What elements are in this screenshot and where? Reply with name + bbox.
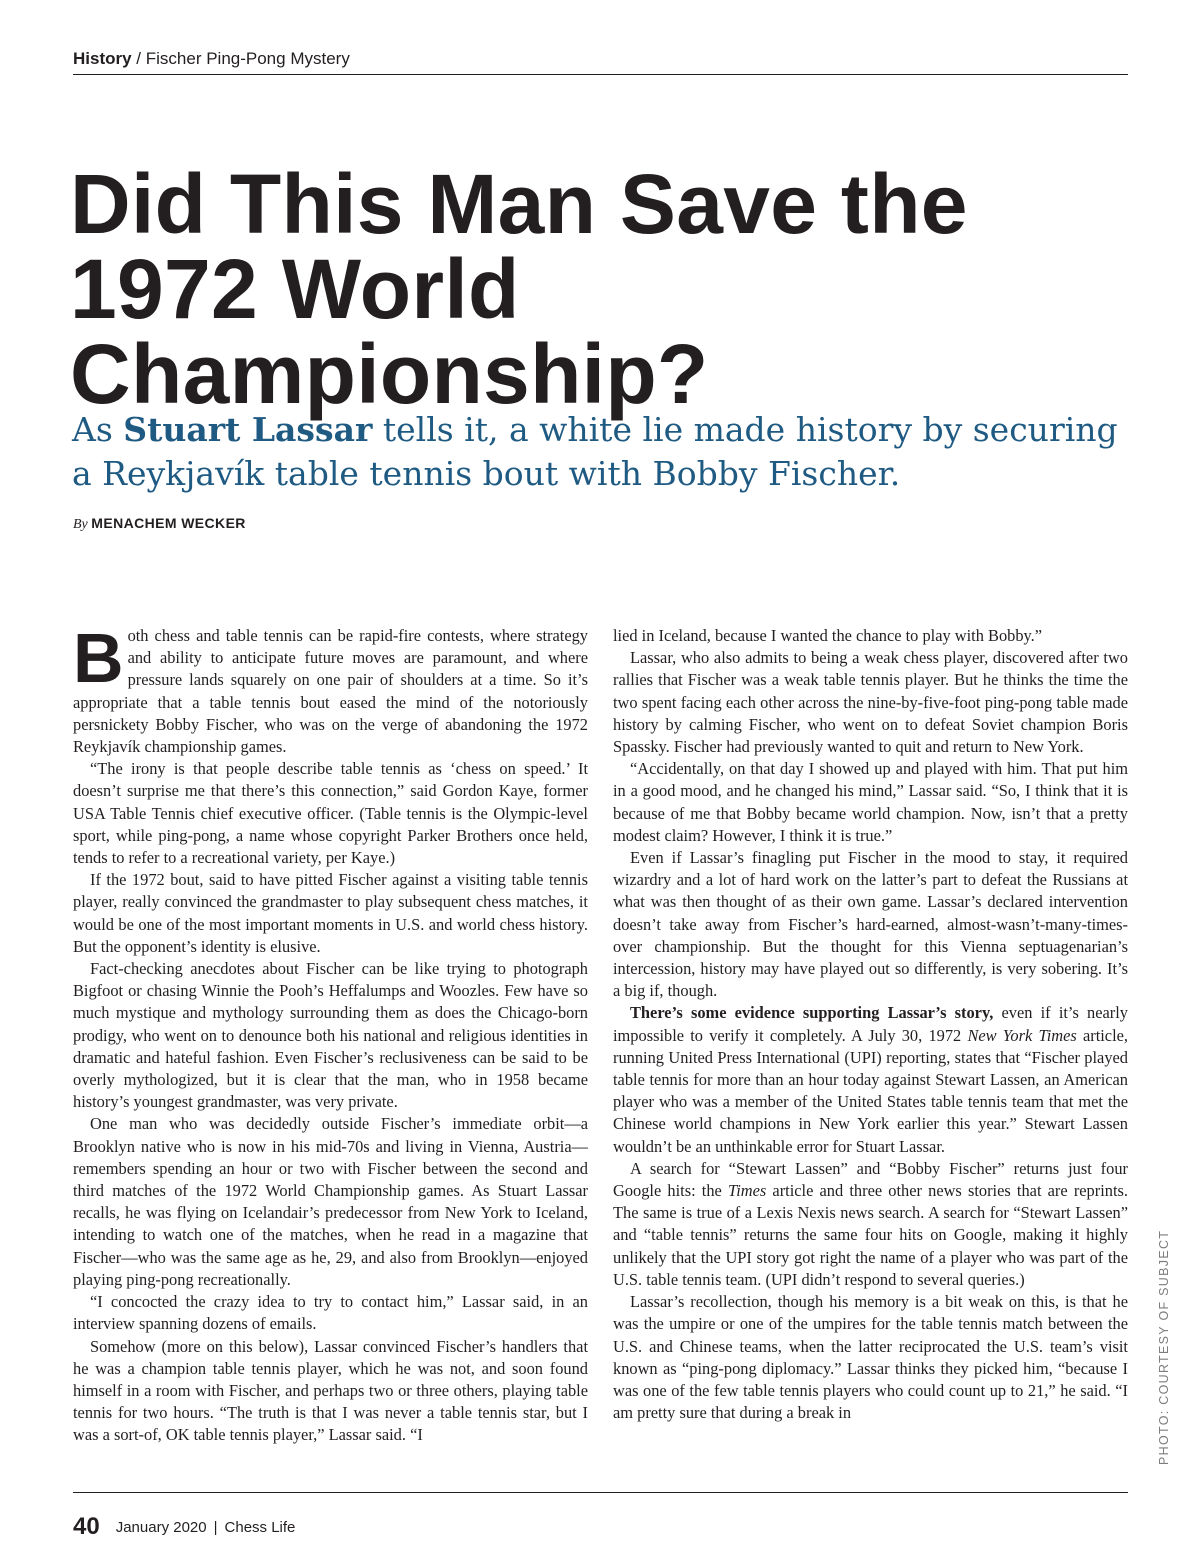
paragraph: “I concocted the crazy idea to try to contact him,” Lassar said, in an interview spanning dozens of emails. bbox=[73, 1292, 588, 1334]
article-title: Did This Man Save the 1972 World Championship? bbox=[70, 157, 968, 421]
paragraph: Lassar, who also admits to being a weak chess player, discovered after two rallies that Fischer was a weak table tennis player. But he thinks the time the two spent facing each other across the nine-by-five-foot ping-pong table made history by calming Fischer, who went on to defeat Soviet champion Boris Spassky. Fischer had previously wanted to quit and return to New York. bbox=[613, 648, 1128, 757]
drop-cap: B bbox=[73, 625, 124, 697]
byline-by: By bbox=[73, 517, 88, 532]
section-header bbox=[73, 48, 1128, 75]
section-name: History bbox=[73, 49, 132, 68]
paragraph: Lassar’s recollection, though his memory is a bit weak on this, is that he was the umpire or one of the umpires for the table tennis match between the U.S. and Chinese teams, when the latter reciprocated the U.S. team’s visit known as “ping-pong diplomacy.” Lassar thinks they picked him, “because I was one of the few table tennis players who could count up to 21,” he said. “I am pretty sure that during a break in bbox=[613, 1292, 1128, 1423]
paragraph-text: article and three other news stories that are reprints. The same is true of a Lexis Nexis news search. A search for “Stewart Lassen” and “table tennis” returns the same four hits on Google, making it highly unlikely that the UPI story got right the name of a player who was part of the U.S. table tennis team. (UPI didn’t respond to several queries.) bbox=[613, 1181, 1128, 1289]
paragraph: Somehow (more on this below), Lassar convinced Fischer’s handlers that he was a champion table tennis player, which he was not, and soon found himself in a room with Fischer, and perhaps two or three others, playing table tennis for two hours. “The truth is that I was never a table tennis star, but I was a sort-of, OK table tennis player,” Lassar said. “I bbox=[73, 1336, 588, 1445]
paragraph bbox=[613, 1002, 1128, 1157]
header-slash: / bbox=[131, 49, 146, 68]
paragraph: Even if Lassar’s finagling put Fischer in the mood to stay, it required wizardry and a lot of hard work on the latter’s part to defeat the Russians at what was then thought of as their own game. Lassar’s declared intervention doesn’t take away from Fischer’s hard-earned, almost-wasn’t-many-times-over championship. But the thought for this Vienna septuagenarian’s intercession, history may have played out so differently, is very sobering. It’s a big if, though. bbox=[613, 848, 1128, 1001]
magazine-name: Chess Life bbox=[224, 1519, 296, 1536]
paragraph bbox=[613, 1158, 1128, 1291]
paragraph: If the 1972 bout, said to have pitted Fischer against a visiting table tennis player, really convinced the grandmaster to play subsequent chess matches, it would be one of the most important moments in U.S. and world chess history. But the opponent’s identity is elusive. bbox=[73, 870, 588, 956]
publication-name: Times bbox=[728, 1181, 767, 1201]
paragraph: One man who was decidedly outside Fischer’s immediate orbit—a Brooklyn native who is now in his mid-70s and living in Vienna, Austria—remembers spending an hour or two with Fischer between the second and third matches of the 1972 World Championship games. As Stuart Lassar recalls, he was flying on Icelandair’s predecessor from New York to Iceland, intending to watch one of the matches, when he read in a magazine that Fischer—who was the same age as he, 29, and also from Brooklyn—enjoyed playing ping-pong recreationally. bbox=[73, 1114, 588, 1289]
paragraph: “The irony is that people describe table tennis as ‘chess on speed.’ It doesn’t surprise me that there’s this connection,” said Gordon Kaye, former USA Table Tennis chief executive officer. (Table tennis is the Olympic-level sport, while ping-pong, a name whose copyright Parker Brothers once held, tends to refer to a recreational variety, per Kaye.) bbox=[73, 759, 588, 868]
deck-author: Stuart Lassar bbox=[123, 410, 373, 449]
byline bbox=[73, 514, 246, 534]
page-number: 40 bbox=[73, 1513, 100, 1540]
publication-name: New York Times bbox=[967, 1025, 1077, 1045]
issue-date: January 2020 bbox=[115, 1519, 207, 1536]
footer-divider bbox=[73, 1492, 1128, 1493]
paragraph: “Accidentally, on that day I showed up and played with him. That put him in a good mood, and he changed his mind,” Lassar said. “So, I think that it is because of me that Bobby became world champion. Now, isn’t that a pretty modest claim? However, I think it is true.” bbox=[613, 759, 1128, 845]
lead-in: There’s some evidence supporting Lassar’s story, bbox=[630, 1003, 994, 1023]
paragraph bbox=[73, 625, 588, 758]
deck-pre: As bbox=[72, 410, 124, 449]
paragraph-text: article, running United Press International (UPI) reporting, states that “Fischer played table tennis for more than an hour today against Stewart Lassen, an American player who was a member of the United States table tennis team that met the Chinese world champions in New York earlier this year.” Stewart Lassen wouldn’t be an unthinkable error for Stuart Lassar. bbox=[613, 1025, 1128, 1156]
paragraph: lied in Iceland, because I wanted the chance to play with Bobby.” bbox=[613, 626, 1043, 645]
paragraph-text: A search for “Stewart Lassen” and “Bobby Fischer” returns just four Google hits: the bbox=[613, 1158, 1128, 1201]
page-footer bbox=[73, 1515, 295, 1540]
paragraph-text: even if it’s nearly impossible to verify it completely. A July 30, 1972 bbox=[613, 1003, 1128, 1045]
article-deck bbox=[72, 408, 1132, 496]
body-column-right bbox=[613, 625, 1128, 1465]
paragraph-text: oth chess and table tennis can be rapid-fire contests, where strategy and ability to anticipate future moves are paramount, and where pressure lands squarely on one pair of shoulders at a time. So it’s appropriate that a table tennis bout eased the mind of the notoriously persnickety Bobby Fischer, who was on the verge of abandoning the 1972 Reykjavík championship games. bbox=[73, 626, 588, 757]
deck-post: tells it, a white lie made history by securing a Reykjavík table tennis bout with Bobby Fischer. bbox=[72, 410, 1118, 493]
byline-author: MENACHEM WECKER bbox=[91, 515, 246, 531]
paragraph: Fact-checking anecdotes about Fischer can be like trying to photograph Bigfoot or chasing Winnie the Pooh’s Heffalumps and Woozles. Few have so much mystique and mythology surrounding them as does the Chicago-born prodigy, who went on to denounce both his national and religious identities in dramatic and hateful fashion. Even Fischer’s reclusiveness can be said to be overly mythologized, but it is clear that the man, who in 1958 became history’s youngest grandmaster, was very private. bbox=[73, 959, 588, 1112]
body-column-left bbox=[73, 625, 588, 1465]
article-label: Fischer Ping-Pong Mystery bbox=[145, 49, 350, 68]
photo-credit: PHOTO: COURTESY OF SUBJECT bbox=[1157, 1229, 1171, 1465]
footer-separator: | bbox=[213, 1519, 218, 1536]
